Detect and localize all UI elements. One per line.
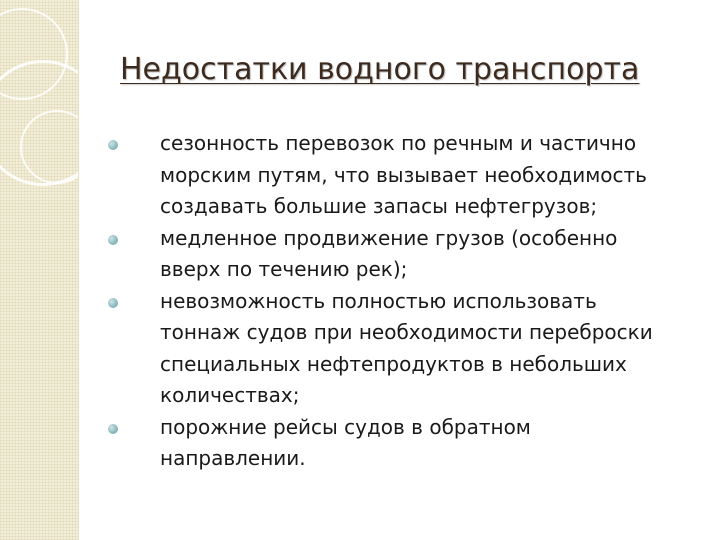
slide-title: Недостатки водного транспорта — [120, 52, 640, 87]
bullet-item — [108, 223, 678, 286]
bullet-dot-icon — [108, 140, 118, 150]
bullet-text: невозможность полностью использовать тоннаж судов при необходимости переброски специальных нефтепродуктов в небольших количествах; — [160, 288, 653, 407]
bullet-dot-icon — [108, 298, 118, 308]
decorative-side-band — [0, 0, 78, 540]
bullet-dot-icon — [108, 424, 118, 434]
bullet-text: сезонность перевозок по речным и частично морским путям, что вызывает необходимость создавать большие запасы нефтегрузов; — [160, 131, 647, 218]
bullet-item — [108, 286, 678, 412]
bullet-dot-icon — [108, 235, 118, 245]
bullet-text: медленное продвижение грузов (особенно вверх по течению рек); — [160, 225, 618, 281]
bullet-item — [108, 412, 678, 475]
bullet-item — [108, 128, 678, 223]
side-band-divider — [78, 0, 79, 540]
bullet-list — [108, 128, 678, 475]
bullet-text: порожние рейсы судов в обратном направлении. — [160, 414, 531, 470]
